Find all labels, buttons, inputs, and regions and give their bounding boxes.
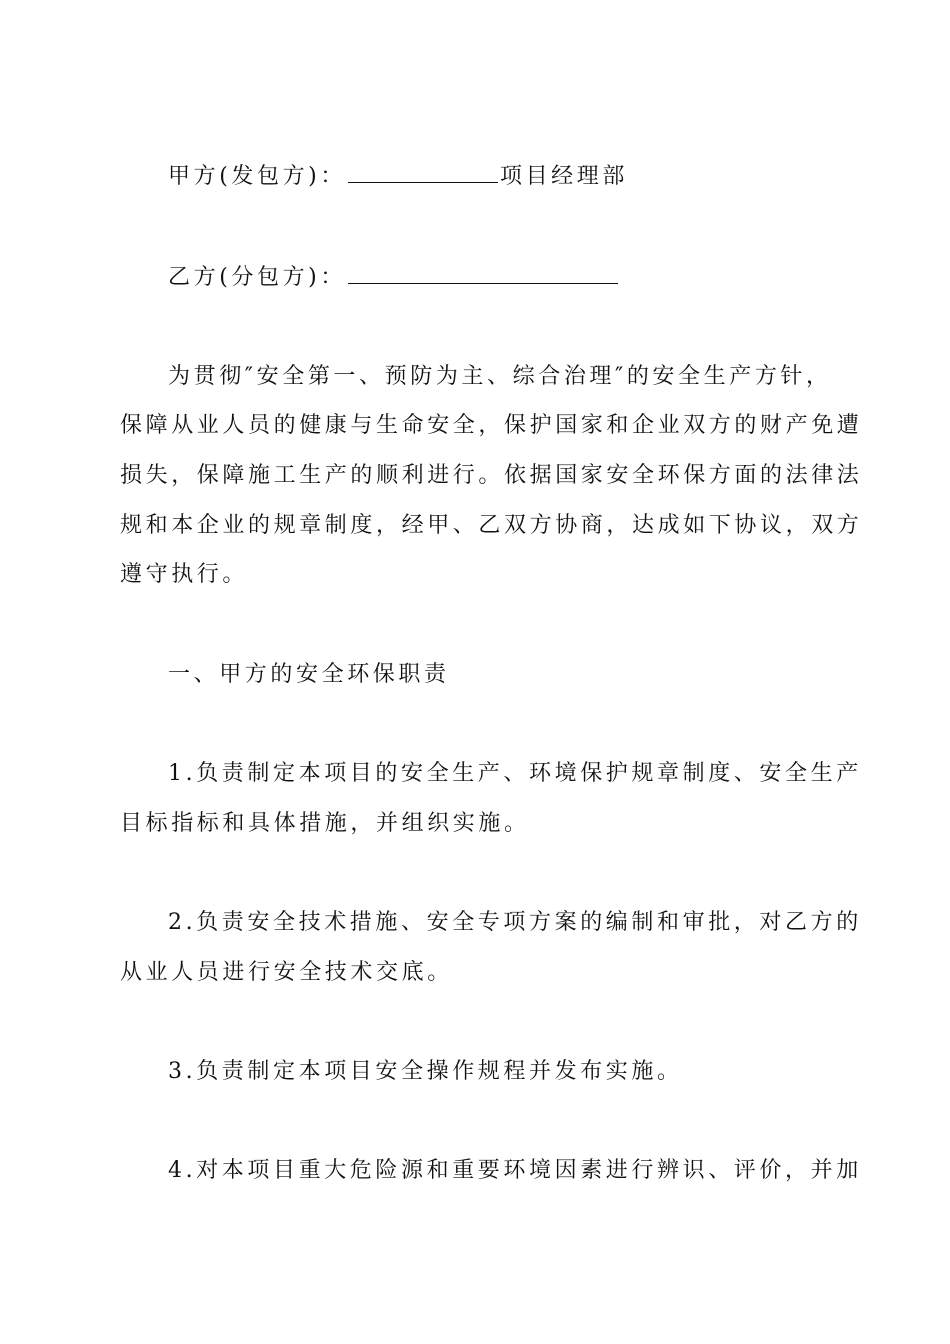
item-1-line-1: 1.负责制定本项目的安全生产、环境保护规章制度、安全生产 [168, 761, 862, 786]
preamble-line-2: 保障从业人员的健康与生命安全，保护国家和企业双方的财产免遭 [120, 413, 863, 438]
item-2-line-2: 从业人员进行安全技术交底。 [120, 960, 453, 985]
party-a-suffix: 项目经理部 [499, 164, 628, 189]
party-a-label: 甲方(发包方)： [168, 164, 346, 189]
preamble-line-3: 损失，保障施工生产的顺利进行。依据国家安全环保方面的法律法 [120, 463, 863, 488]
preamble-line-4: 规和本企业的规章制度，经甲、乙双方协商，达成如下协议，双方 [120, 513, 863, 538]
party-b-label: 乙方(分包方)： [168, 265, 346, 290]
item-1-line-2: 目标指标和具体措施，并组织实施。 [120, 811, 530, 836]
item-4-line-1: 4.对本项目重大危险源和重要环境因素进行辨识、评价，并加 [168, 1158, 862, 1183]
preamble-line-1: 为贯彻″安全第一、预防为主、综合治理″的安全生产方针， [168, 364, 832, 389]
item-3-line-1: 3.负责制定本项目安全操作规程并发布实施。 [168, 1059, 683, 1084]
party-a-line [168, 164, 628, 190]
party-b-line [168, 265, 620, 291]
party-a-blank [348, 164, 498, 183]
section-1-heading: 一、甲方的安全环保职责 [168, 662, 450, 687]
item-2-line-1: 2.负责安全技术措施、安全专项方案的编制和审批，对乙方的 [168, 910, 862, 935]
preamble-line-5: 遵守执行。 [120, 562, 249, 587]
party-b-blank [348, 265, 618, 284]
